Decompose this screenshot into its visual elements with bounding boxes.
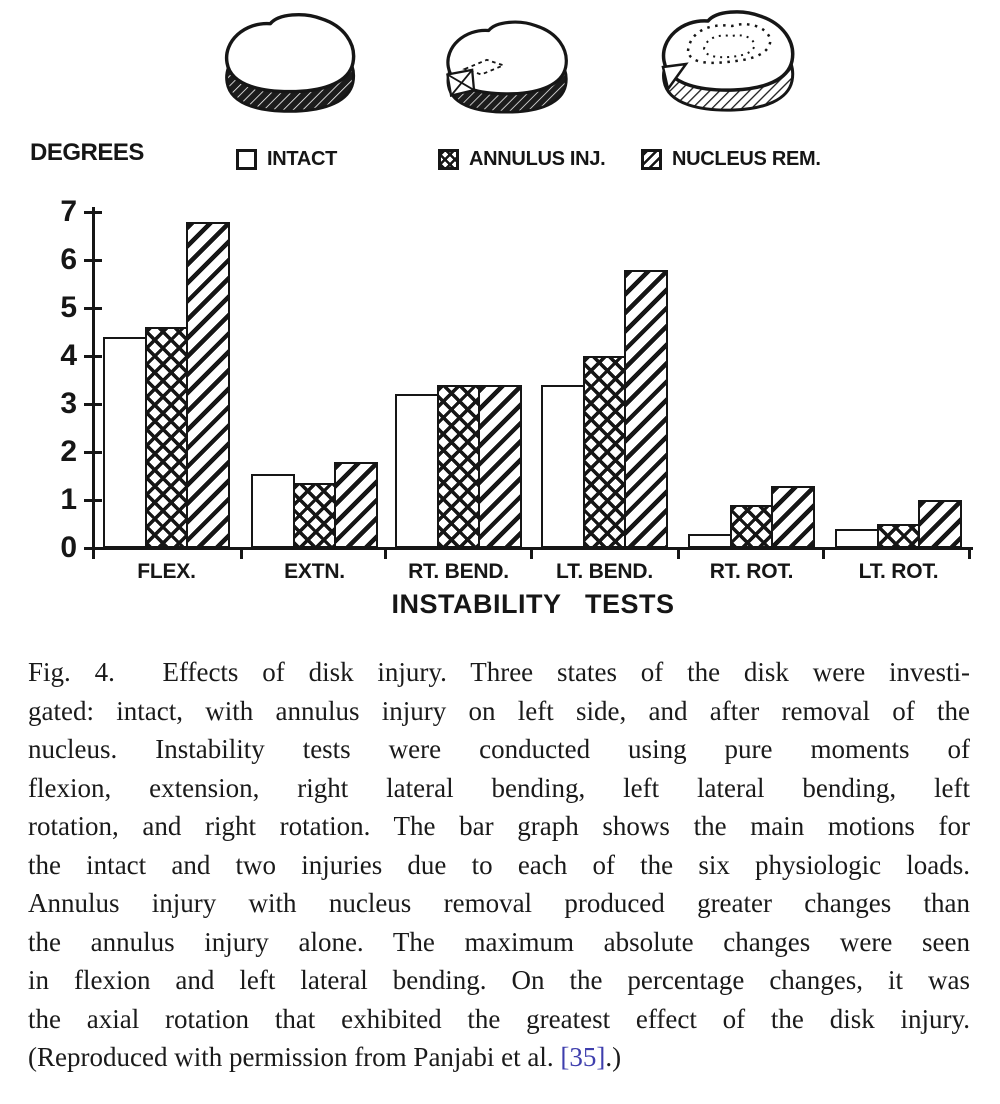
legend-swatch-nucleus-rem-icon (641, 149, 662, 170)
caption-line-11 (28, 1038, 970, 1077)
figure-caption (28, 653, 970, 1077)
x-category-label-rt-bend: RT. BEND. (408, 560, 509, 583)
legend-swatch-intact-icon (236, 149, 257, 170)
bar-lt-bend-nucleus-rem (624, 270, 668, 548)
caption-last-line-text: (Reproduced with permission from Panjabi et al. (28, 1042, 561, 1072)
y-tick-5 (84, 307, 102, 310)
y-tick-label-1: 1 (60, 483, 77, 516)
caption-line-8: the annulus injury alone. The maximum absolute changes were seen (28, 926, 970, 957)
x-axis-title: INSTABILITY TESTS (391, 589, 675, 619)
bar-lt-bend-intact (541, 385, 585, 548)
caption-line-9: in flexion and left lateral bending. On the percentage changes, it was (28, 965, 970, 995)
legend-label-nucleus-rem: NUCLEUS REM. (672, 148, 821, 170)
y-tick-3 (84, 403, 102, 406)
x-axis-tick-1 (240, 550, 243, 559)
legend-item-annulus-inj (438, 148, 605, 171)
legend-item-nucleus-rem (641, 148, 821, 171)
y-tick-label-3: 3 (60, 387, 77, 420)
x-category-label-lt-bend: LT. BEND. (556, 560, 653, 583)
y-tick-label-5: 5 (60, 291, 77, 324)
legend-label-annulus-inj: ANNULUS INJ. (469, 148, 606, 170)
bar-rt-bend-intact (395, 394, 439, 548)
legend-label-intact: INTACT (267, 148, 338, 170)
y-tick-label-7: 7 (60, 195, 77, 228)
bar-rt-rot-annulus-inj (730, 505, 774, 548)
x-axis-tick-4 (677, 550, 680, 559)
bar-extn-annulus-inj (293, 483, 337, 548)
caption-line-7: Annulus injury with nucleus removal produced greater changes than (28, 888, 970, 918)
bar-rt-bend-annulus-inj (437, 385, 481, 548)
x-category-label-extn: EXTN. (284, 560, 345, 583)
y-tick-2 (84, 451, 102, 454)
x-axis-tick-5 (822, 550, 825, 559)
caption-line-4: flexion, extension, right lateral bending, left lateral bending, left (28, 772, 970, 803)
x-category-label-flex: FLEX. (137, 560, 196, 583)
caption-line-5: rotation, and right rotation. The bar graph shows the main motions for (28, 811, 970, 841)
y-axis-unit-label: DEGREES (30, 139, 144, 166)
caption-line-10: the axial rotation that exhibited the greatest effect of the disk injury. (28, 1003, 970, 1034)
bar-extn-intact (251, 474, 295, 548)
bar-rt-bend-nucleus-rem (478, 385, 522, 548)
x-category-label-rt-rot: RT. ROT. (709, 560, 794, 583)
x-axis-tick-0 (92, 550, 95, 559)
plot-area (60, 195, 973, 564)
bar-extn-nucleus-rem (334, 462, 378, 548)
bar-lt-rot-annulus-inj (877, 524, 921, 548)
legend-swatch-annulus-inj-icon (438, 149, 459, 170)
x-axis-tick-6 (968, 550, 971, 559)
bar-flex-nucleus-rem (186, 222, 230, 548)
caption-line-6: the intact and two injuries due to each of the six physiologic loads. (28, 849, 970, 880)
y-tick-label-0: 0 (60, 531, 77, 564)
annulus-injury-disk-illustration (428, 14, 586, 124)
x-axis-tick-2 (384, 550, 387, 559)
y-tick-4 (84, 355, 102, 358)
y-tick-1 (84, 499, 102, 502)
bar-lt-rot-nucleus-rem (918, 500, 962, 548)
caption-last-line-suffix: .) (605, 1042, 622, 1072)
y-tick-label-2: 2 (60, 435, 77, 468)
y-tick-label-6: 6 (60, 243, 77, 276)
intact-disk-illustration (210, 6, 370, 124)
nucleus-removed-disk-illustration (648, 2, 808, 124)
bar-lt-rot-intact (835, 529, 879, 548)
x-axis-tick-3 (530, 550, 533, 559)
y-tick-7 (84, 211, 102, 214)
citation-link[interactable]: [35] (560, 1042, 606, 1072)
bar-flex-intact (103, 337, 147, 548)
x-category-label-lt-rot: LT. ROT. (858, 560, 939, 583)
caption-line-2: gated: intact, with annulus injury on left side, and after removal of the (28, 695, 970, 726)
y-tick-label-4: 4 (60, 339, 77, 372)
bar-rt-rot-nucleus-rem (771, 486, 815, 548)
caption-line-1: Fig. 4. Effects of disk injury. Three states of the disk were investi- (28, 657, 970, 687)
legend-item-intact (236, 148, 337, 171)
bar-flex-annulus-inj (145, 327, 189, 548)
bar-lt-bend-annulus-inj (583, 356, 627, 548)
y-tick-6 (84, 259, 102, 262)
caption-line-3: nucleus. Instability tests were conducted using pure moments of (28, 734, 970, 764)
